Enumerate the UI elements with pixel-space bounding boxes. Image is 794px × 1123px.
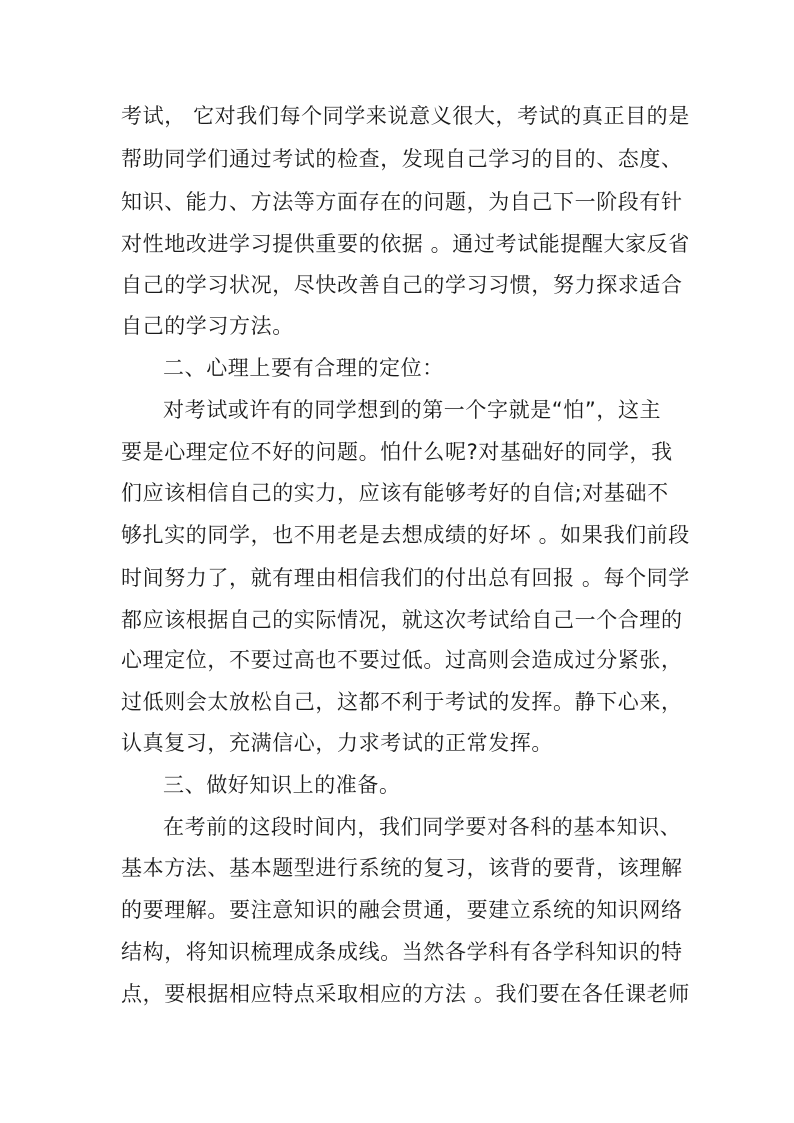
text-line: 时间努力了，就有理由相信我们的付出总有回报 。每个同学: [121, 566, 690, 590]
text-line: 在考前的这段时间内，我们同学要对各科的基本知识、: [163, 815, 682, 839]
text-line: 基本方法、基本题型进行系统的复习，该背的要背，该理解: [121, 856, 683, 880]
text-line: 结构，将知识梳理成条成线。当然各学科有各学科知识的特: [121, 940, 683, 964]
text-line: 都应该根据自己的实际情况，就这次考试给自己一个合理的: [121, 608, 683, 632]
text-line: 心理定位，不要过高也不要过低。过高则会造成过分紧张，: [121, 648, 683, 672]
text-line: 够扎实的同学，也不用老是去想成绩的好坏 。如果我们前段: [121, 523, 690, 547]
text-line: 认真复习，充满信心，力求考试的正常发挥。: [121, 731, 553, 755]
text-line: 过低则会太放松自己，这都不利于考试的发挥。静下心来，: [121, 690, 683, 714]
text-line: 要是心理定位不好的问题。怕什么呢?对基础好的同学，我: [121, 440, 673, 464]
text-line: 自己的学习状况，尽快改善自己的学习习惯，努力探求适合: [121, 273, 683, 297]
text-line: 对性地改进学习提供重要的依据 。通过考试能提醒大家反省: [121, 232, 690, 256]
section-heading: 三、做好知识上的准备。: [163, 773, 401, 797]
text-line: 们应该相信自己的实力，应该有能够考好的自信;对基础不: [121, 481, 669, 505]
text-line: 对考试或许有的同学想到的第一个字就是“怕”，这主: [163, 398, 662, 422]
section-heading: 二、心理上要有合理的定位：: [163, 356, 444, 380]
text-line: 知识、能力、方法等方面存在的问题，为自己下一阶段有针: [121, 190, 683, 214]
text-line: 帮助同学们通过考试的检查，发现自己学习的目的、态度、: [121, 147, 683, 171]
text-line: 考试， 它对我们每个同学来说意义很大，考试的真正目的是: [121, 104, 690, 128]
text-line: 点，要根据相应特点采取相应的方法 。我们要在各任课老师: [121, 982, 690, 1006]
text-line: 自己的学习方法。: [121, 314, 294, 338]
text-line: 的要理解。要注意知识的融会贯通，要建立系统的知识网络: [121, 898, 683, 922]
